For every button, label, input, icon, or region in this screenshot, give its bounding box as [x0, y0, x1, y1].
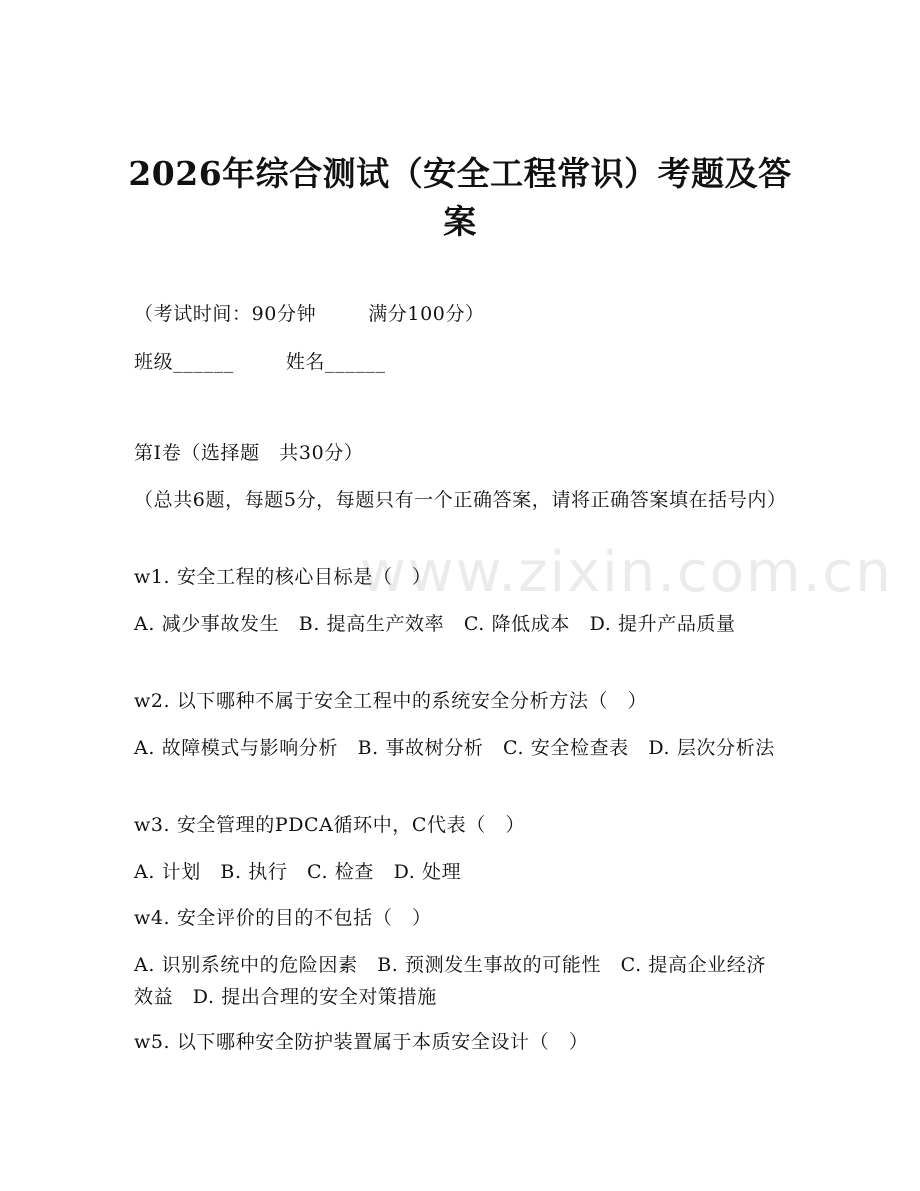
question-5-stem: w5. 以下哪种安全防护装置属于本质安全设计（ ） [134, 1031, 589, 1053]
class-field: 班级______ [134, 351, 234, 373]
question-2-stem: w2. 以下哪种不属于安全工程中的系统安全分析方法（ ） [134, 690, 648, 712]
name-field: 姓名______ [285, 351, 386, 373]
exam-time: （考试时间：90分钟 [134, 303, 317, 325]
student-info-line [134, 346, 784, 378]
section-heading: 第I卷（选择题 共30分） [134, 442, 364, 464]
question-2-options: A. 故障模式与影响分析 B. 事故树分析 C. 安全检查表 D. 层次分析法 [134, 737, 775, 759]
question-1-options: A. 减少事故发生 B. 提高生产效率 C. 降低成本 D. 提升产品质量 [134, 613, 736, 635]
exam-info-line [134, 298, 784, 330]
question-3-stem: w3. 安全管理的PDCA循环中，C代表（ ） [134, 814, 526, 836]
question-4-stem: w4. 安全评价的目的不包括（ ） [134, 907, 432, 929]
question-3-options: A. 计划 B. 执行 C. 检查 D. 处理 [134, 861, 462, 883]
watermark: www.zixin.com.cn [360, 540, 893, 605]
question-1-stem: w1. 安全工程的核心目标是（ ） [134, 566, 432, 588]
question-4-options: A. 识别系统中的危险因素 B. 预测发生事故的可能性 C. 提高企业经济效益 D. 提出合理的安全对策措施 [134, 954, 766, 1008]
section-instructions: （总共6题，每题5分，每题只有一个正确答案，请将正确答案填在括号内） [134, 489, 787, 511]
document-title: 2026年综合测试（安全工程常识）考题及答案 [128, 154, 792, 241]
exam-score: 满分100分） [368, 303, 485, 325]
